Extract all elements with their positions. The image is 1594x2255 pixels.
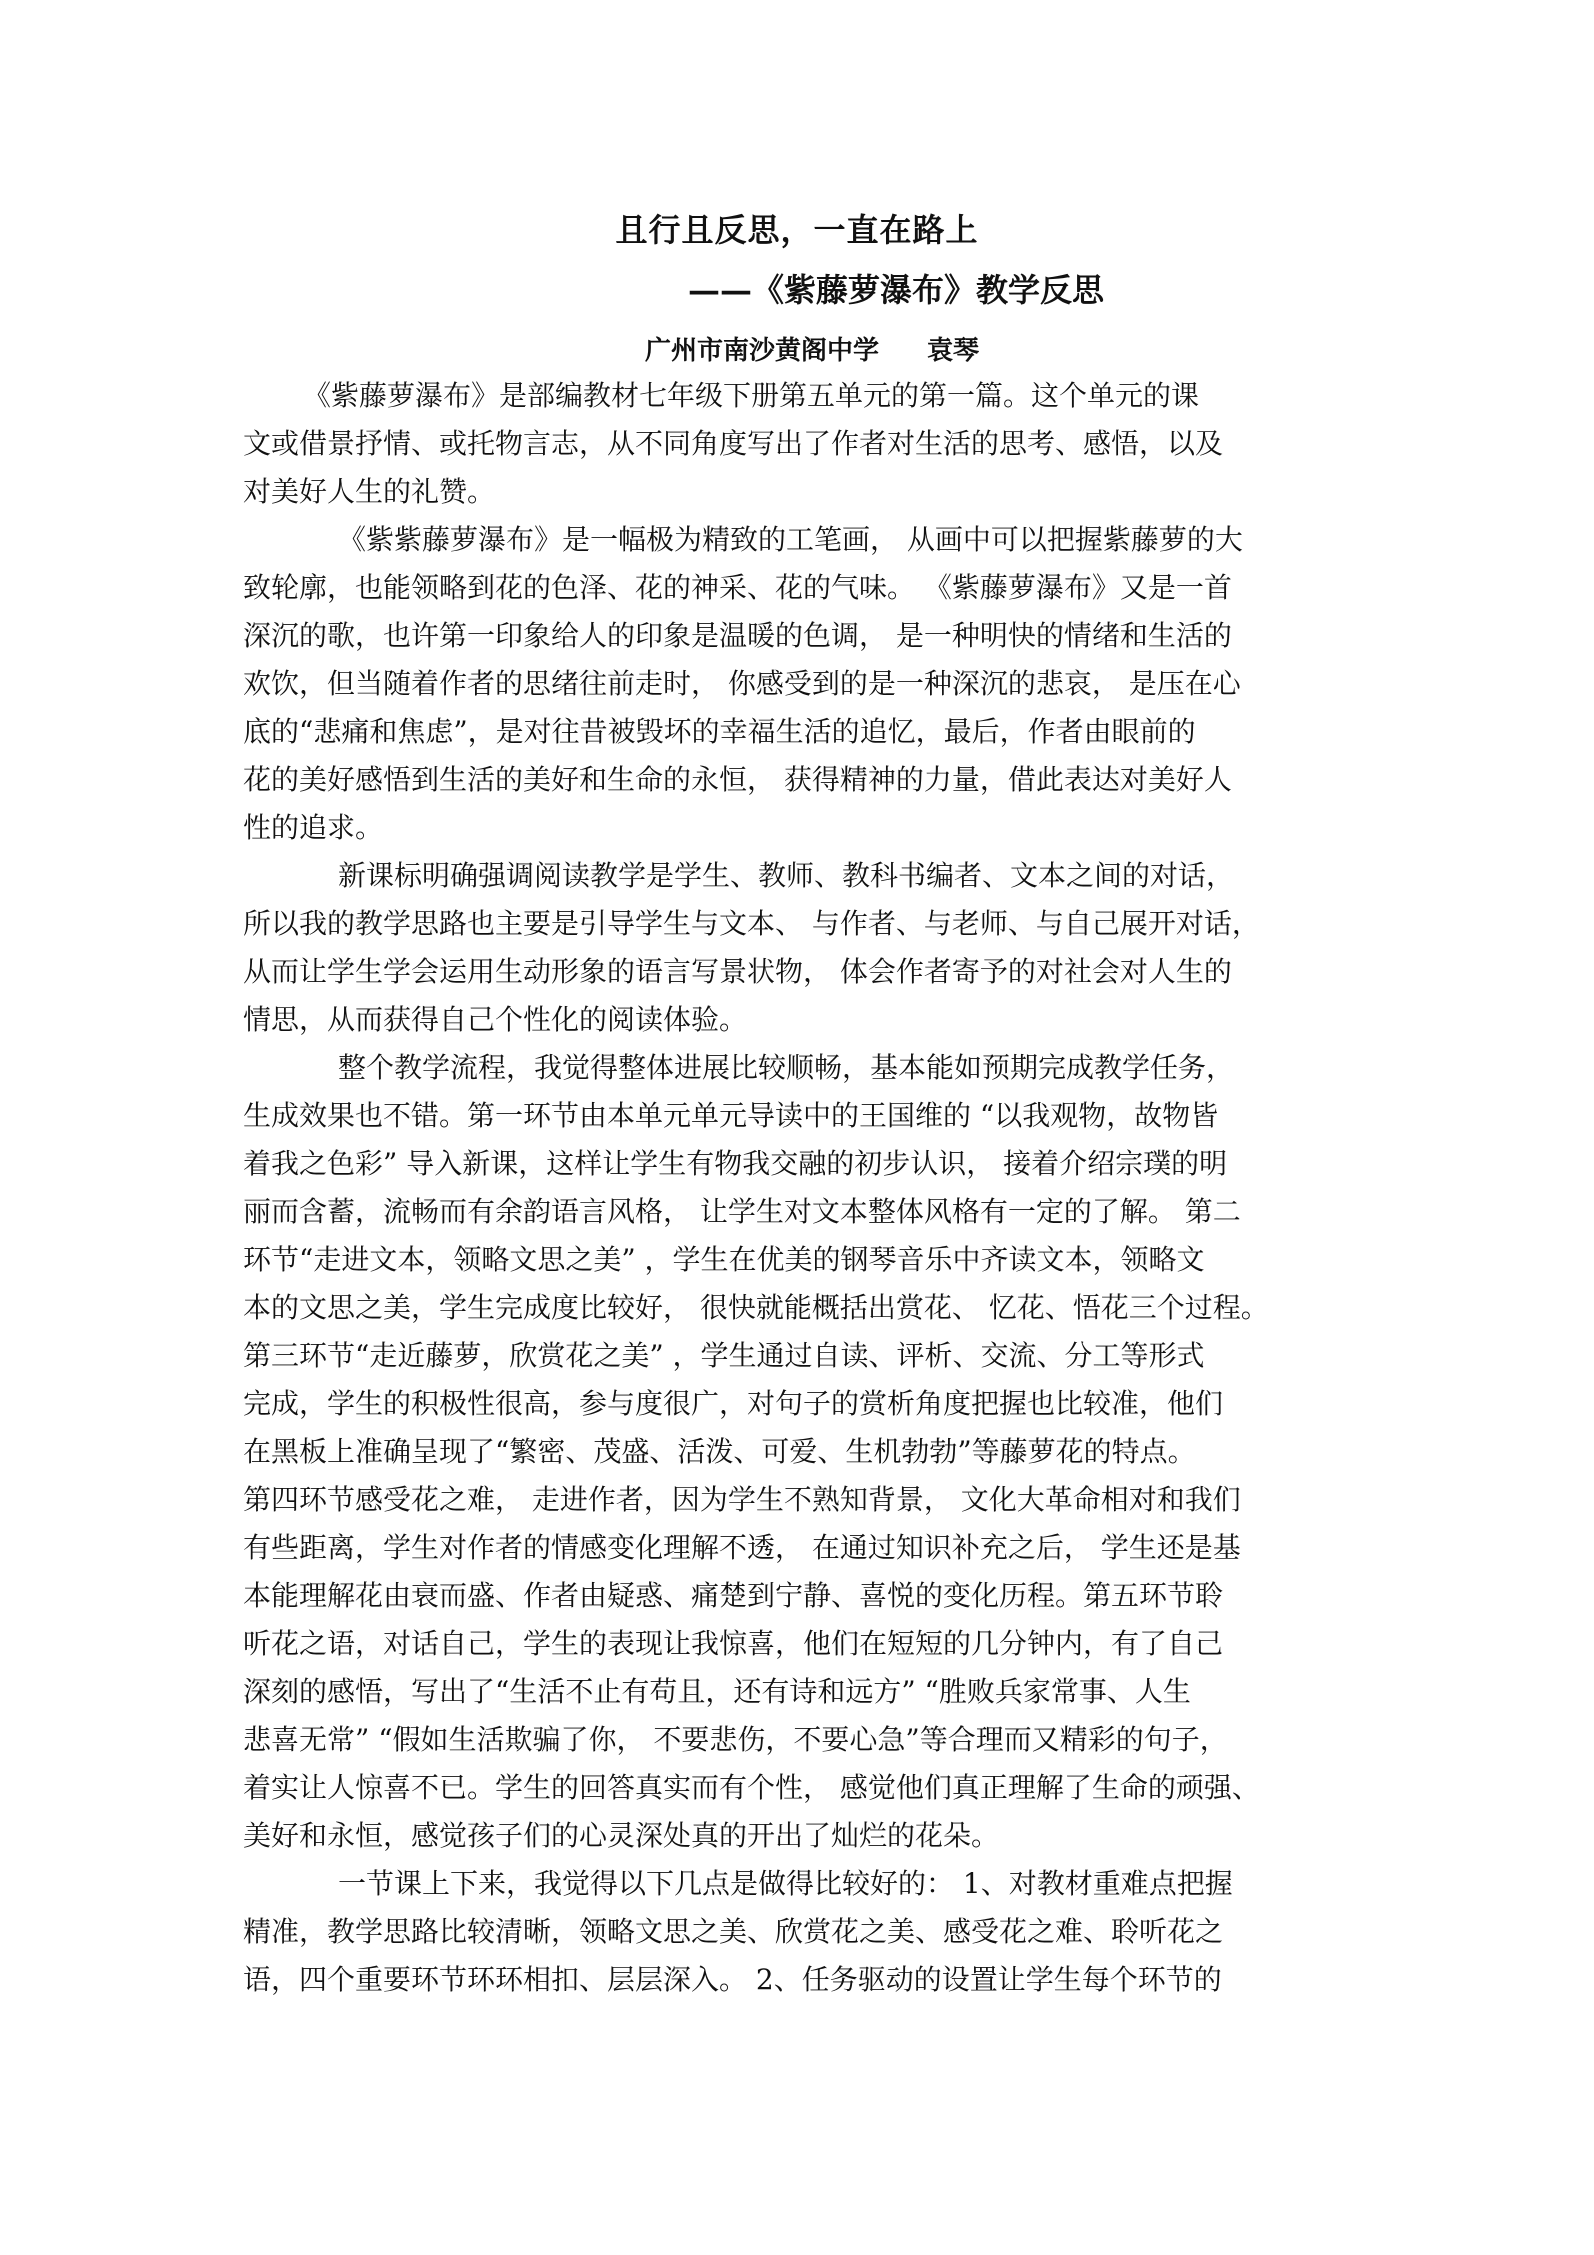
body-line: 着我之色彩” 导入新课，这样让学生有物我交融的初步认识， 接着介绍宗璞的明 [243, 1147, 1228, 1180]
author-school: 广州市南沙黄阁中学 [645, 336, 880, 366]
body-line: 第四环节感受花之难， 走进作者，因为学生不熟知背景， 文化大革命相对和我们 [243, 1483, 1241, 1516]
body-line: 对美好人生的礼赞。 [243, 475, 496, 508]
body-line: 《紫紫藤萝瀑布》是一幅极为精致的工笔画， 从画中可以把握紫藤萝的大 [338, 523, 1243, 556]
document-title: 且行且反思，一直在路上 [615, 211, 979, 249]
body-line: 第三环节“走近藤萝，欣赏花之美” ，学生通过自读、评析、交流、分工等形式 [243, 1339, 1205, 1372]
body-line: 性的追求。 [243, 811, 384, 844]
body-line: 《紫藤萝瀑布》是部编教材七年级下册第五单元的第一篇。这个单元的课 [303, 379, 1200, 412]
body-line: 新课标明确强调阅读教学是学生、教师、教科书编者、文本之间的对话， [338, 859, 1235, 892]
document-body [243, 372, 1353, 2004]
body-line: 着实让人惊喜不已。学生的回答真实而有个性， 感觉他们真正理解了生命的顽强、 [243, 1771, 1260, 1804]
body-line: 环节“走进文本，领略文思之美” ，学生在优美的钢琴音乐中齐读文本，领略文 [243, 1243, 1205, 1276]
body-line: 丽而含蓄，流畅而有余韵语言风格， 让学生对文本整体风格有一定的了解。 第二 [243, 1195, 1241, 1228]
body-line: 生成效果也不错。第一环节由本单元单元导读中的王国维的 “以我观物，故物皆 [243, 1099, 1219, 1132]
body-line: 美好和永恒，感觉孩子们的心灵深处真的开出了灿烂的花朵。 [243, 1819, 1000, 1852]
body-line: 致轮廓，也能领略到花的色泽、花的神采、花的气味。 《紫藤萝瀑布》又是一首 [243, 571, 1232, 604]
body-line: 文或借景抒情、或托物言志，从不同角度写出了作者对生活的思考、感悟，以及 [243, 427, 1224, 460]
body-line: 情思，从而获得自己个性化的阅读体验。 [243, 1003, 748, 1036]
body-line: 本能理解花由衰而盛、作者由疑惑、痛楚到宁静、喜悦的变化历程。第五环节聆 [243, 1579, 1224, 1612]
body-line: 语，四个重要环节环环相扣、层层深入。 2、任务驱动的设置让学生每个环节的 [243, 1963, 1222, 1996]
body-line: 完成，学生的积极性很高，参与度很广，对句子的赏析角度把握也比较准，他们 [243, 1387, 1224, 1420]
body-line: 悲喜无常” “假如生活欺骗了你， 不要悲伤，不要心急”等合理而又精彩的句子， [243, 1723, 1228, 1756]
body-line: 底的“悲痛和焦虑”，是对往昔被毁坏的幸福生活的追忆，最后，作者由眼前的 [243, 715, 1196, 748]
body-line: 深刻的感悟，写出了“生活不止有苟且，还有诗和远方” “胜败兵家常事、人生 [243, 1675, 1191, 1708]
document-subtitle: ——《紫藤萝瀑布》教学反思 [688, 271, 1105, 309]
body-line: 一节课上下来，我觉得以下几点是做得比较好的： 1、对教材重难点把握 [338, 1867, 1233, 1900]
author-line [645, 330, 979, 367]
body-line: 整个教学流程，我觉得整体进展比较顺畅，基本能如预期完成教学任务， [338, 1051, 1235, 1084]
body-line: 本的文思之美，学生完成度比较好， 很快就能概括出赏花、 忆花、悟花三个过程。 [243, 1291, 1269, 1324]
body-line: 精准，教学思路比较清晰，领略文思之美、欣赏花之美、感受花之难、聆听花之 [243, 1915, 1224, 1948]
body-line: 从而让学生学会运用生动形象的语言写景状物， 体会作者寄予的对社会对人生的 [243, 955, 1232, 988]
body-line: 深沉的歌，也许第一印象给人的印象是温暖的色调， 是一种明快的情绪和生活的 [243, 619, 1232, 652]
body-line: 听花之语，对话自己，学生的表现让我惊喜，他们在短短的几分钟内，有了自己 [243, 1627, 1224, 1660]
body-line: 所以我的教学思路也主要是引导学生与文本、 与作者、与老师、与自己展开对话， [243, 907, 1260, 940]
body-line: 有些距离，学生对作者的情感变化理解不透， 在通过知识补充之后， 学生还是基 [243, 1531, 1241, 1564]
body-line: 在黑板上准确呈现了“繁密、茂盛、活泼、可爱、生机勃勃”等藤萝花的特点。 [243, 1435, 1196, 1468]
body-line: 花的美好感悟到生活的美好和生命的永恒， 获得精神的力量，借此表达对美好人 [243, 763, 1232, 796]
body-line: 欢饮，但当随着作者的思绪往前走时， 你感受到的是一种深沉的悲哀， 是压在心 [243, 667, 1241, 700]
author-name: 袁琴 [927, 336, 980, 366]
